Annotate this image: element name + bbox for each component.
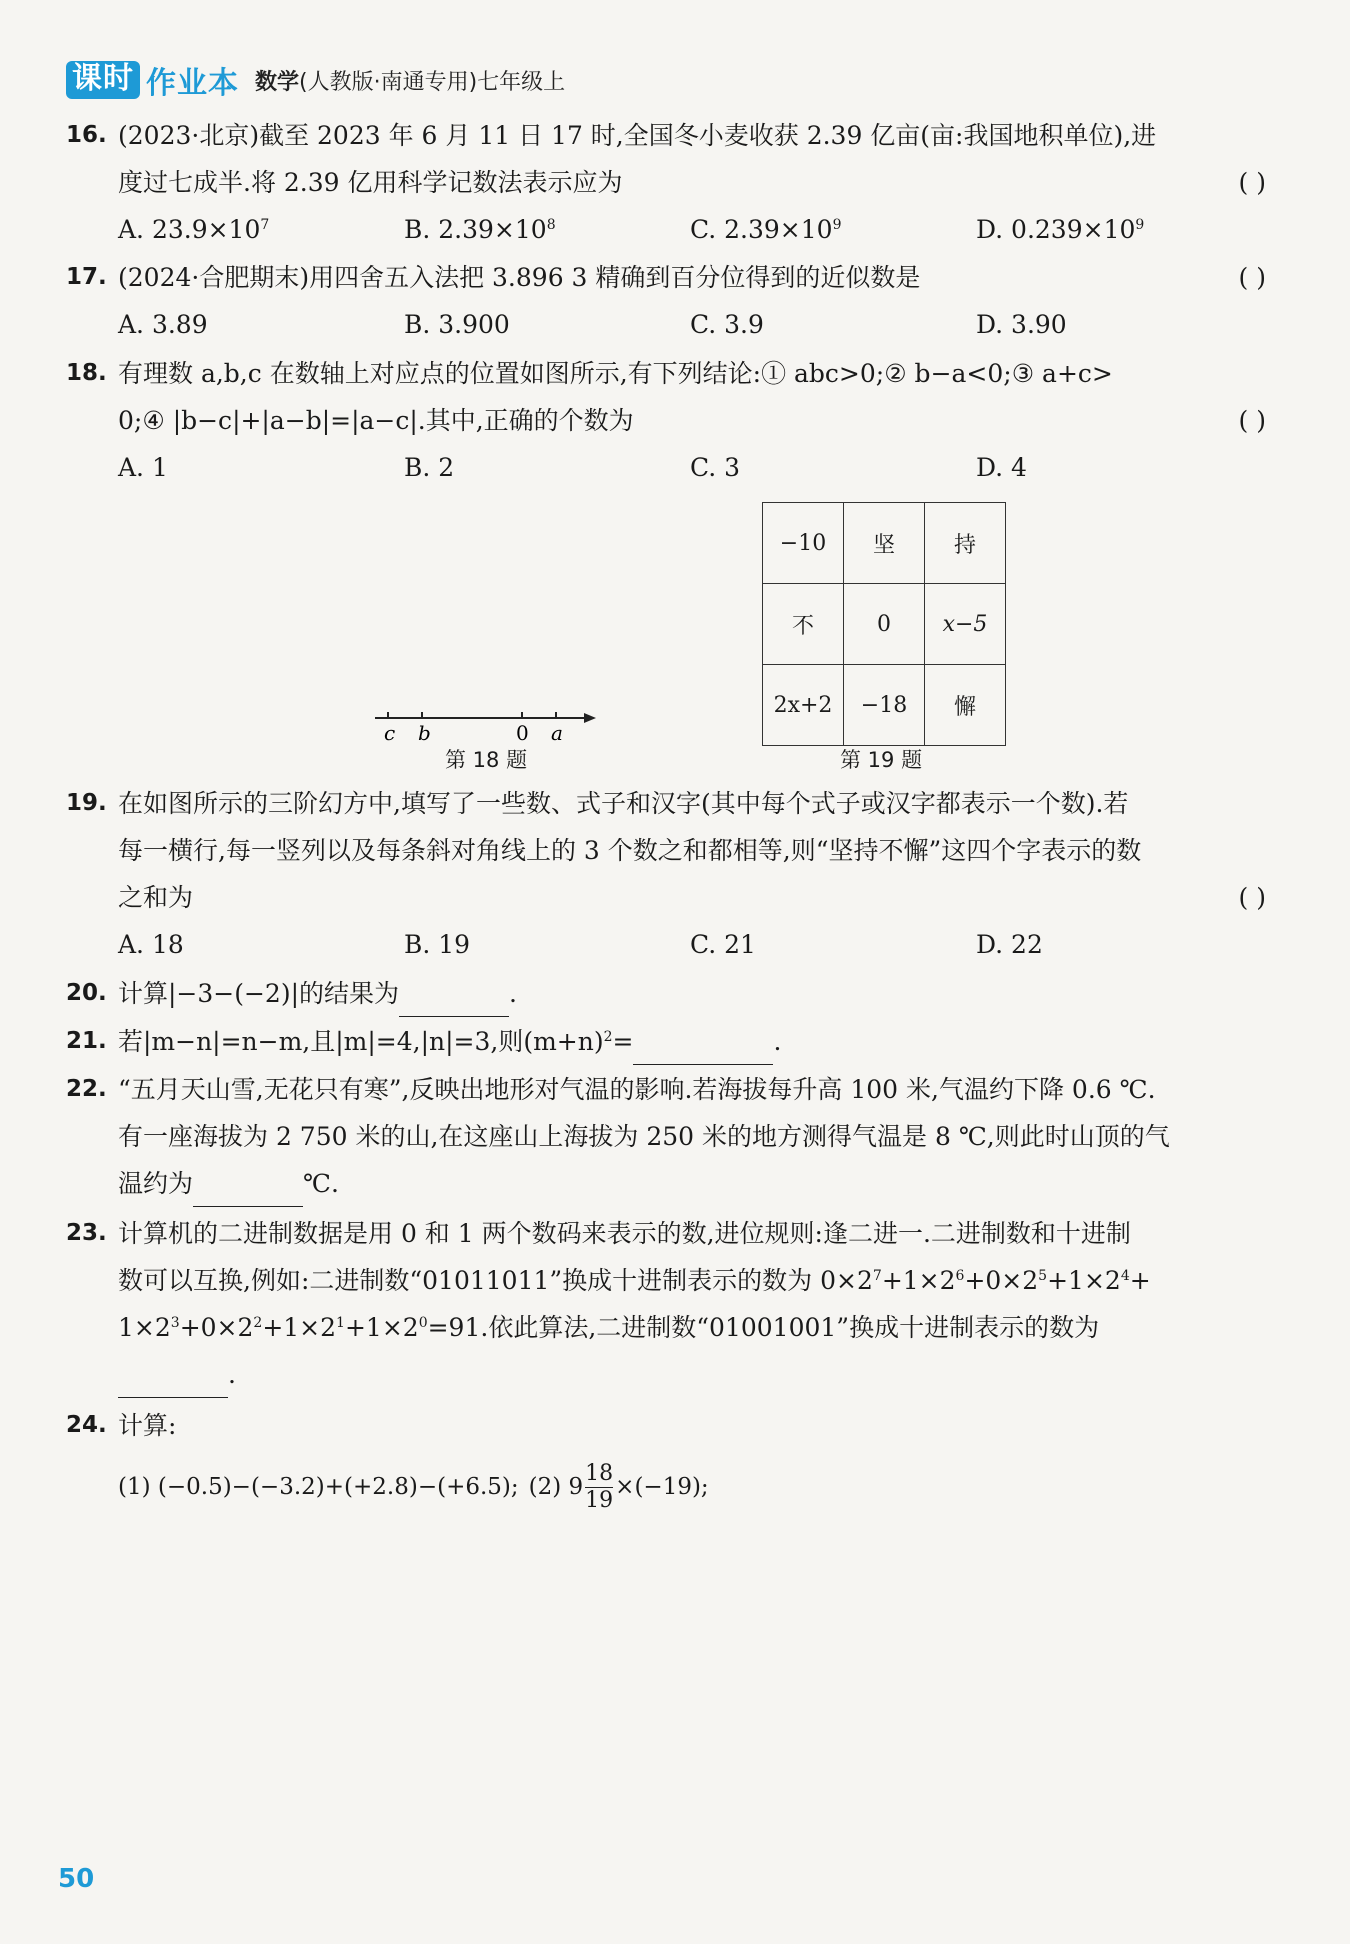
option-list [118, 206, 1266, 253]
question-text-line: 温约为 [118, 1169, 194, 1198]
figure-caption-19: 第 19 题 [840, 748, 923, 772]
answer-blank[interactable] [118, 1367, 228, 1398]
grid-cell: −18 [844, 665, 925, 746]
answer-parentheses: ( ) [1238, 883, 1266, 912]
question-17 [66, 254, 1266, 348]
option-a: A. 1 [118, 453, 168, 482]
option-list [118, 444, 1266, 491]
point-label-c: c [384, 721, 396, 745]
magic-square-grid [762, 502, 1006, 746]
option-c: C. $2.39\times 10^9$ [690, 215, 842, 244]
question-text-line: 计算机的二进制数据是用 0 和 1 两个数码来表示的数,进位规则:逢二进一.二进制数和十进制 [118, 1219, 1131, 1248]
option-list [118, 301, 1266, 348]
option-b: B. 19 [404, 930, 471, 959]
question-text-line: “五月天山雪,无花只有寒”,反映出地形对气温的影响.若海拔每升高 100 米,气温约下降 0.6 ℃. [118, 1075, 1156, 1104]
calc-part-2-prefix: (2) 9 [528, 1474, 584, 1500]
book-subtitle [255, 65, 565, 96]
question-text-line: (2023·北京)截至 2023 年 6 月 11 日 17 时,全国冬小麦收获 2.39 亿亩(亩:我国地积单位),进 [118, 121, 1157, 150]
question-18 [66, 350, 1266, 491]
subject-label: 数学 [255, 69, 300, 95]
figure-caption-18: 第 18 题 [445, 748, 528, 772]
question-number: 19. [66, 790, 107, 816]
question-number: 18. [66, 360, 107, 386]
question-23: 23. 计算机的二进制数据是用 0 和 1 两个数码来表示的数,进位规则:逢二进一.二进制数和十进制 数可以互换,例如:二进制数“01011011”换成十进制表示的数为 $0\times 2^7+1\times 2^6+0\times 2^5+1\times 2^4+$ $1\times 2^3+0\times 2^2+1\times 2^1+1\times 2^0=91$.依此算法,二进制数“01001001”换成十进制表示的数为 . [66, 1210, 1266, 1398]
question-text-line: (2024·合肥期末)用四舍五入法把 3.896 3 精确到百分位得到的近似数是 [118, 263, 921, 292]
mixed-fraction: $\frac{18}{19}$ [585, 1461, 614, 1513]
question-text-line: $1\times 2^3+0\times 2^2+1\times 2^1+1\times 2^0=91$.依此算法,二进制数“01001001”换成十进制表示的数为 [118, 1313, 1100, 1342]
calc-part-1: (1) (−0.5)−(−3.2)+(+2.8)−(+6.5); [118, 1474, 519, 1500]
calc-parts [118, 1461, 1266, 1514]
question-number: 21. [66, 1028, 107, 1054]
point-label-a: a [551, 721, 563, 745]
question-22: 22. “五月天山雪,无花只有寒”,反映出地形对气温的影响.若海拔每升高 100 米,气温约下降 0.6 ℃. 有一座海拔为 2 750 米的山,在这座山上海拔为 250 米的地方测得气温是 8 ℃,则此时山顶的气 温约为 ℃. [66, 1066, 1266, 1207]
book-logo [66, 58, 239, 102]
question-text-line: 0;④ |b−c|+|a−b|=|a−c|.其中,正确的个数为 [118, 406, 634, 435]
option-a: A. 3.89 [118, 310, 208, 339]
logo-tile: 课时 [66, 61, 140, 99]
option-c: C. 21 [690, 930, 756, 959]
grid-cell: 持 [925, 503, 1006, 584]
answer-blank[interactable] [193, 1176, 303, 1207]
option-d: D. 22 [976, 930, 1043, 959]
question-19 [66, 780, 1266, 968]
answer-parentheses: ( ) [1238, 168, 1266, 197]
point-label-b: b [418, 721, 431, 745]
option-b: B. 3.900 [404, 310, 510, 339]
option-c: C. 3.9 [690, 310, 764, 339]
page-header [66, 58, 565, 102]
question-number: 16. [66, 122, 107, 148]
answer-blank[interactable] [633, 1034, 773, 1065]
question-20: 20. 计算|−3−(−2)|的结果为 . [66, 970, 1266, 1017]
question-text-line: 在如图所示的三阶幻方中,填写了一些数、式子和汉字(其中每个式子或汉字都表示一个数).若 [118, 789, 1129, 818]
question-number: 23. [66, 1220, 107, 1246]
option-b: B. $2.39\times 10^8$ [404, 215, 556, 244]
number-line-figure [370, 700, 610, 750]
question-number: 24. [66, 1412, 107, 1438]
question-text-line: 之和为 [118, 883, 194, 912]
question-number: 22. [66, 1076, 107, 1102]
question-text-line: 有理数 a,b,c 在数轴上对应点的位置如图所示,有下列结论:① abc>0;② b−a<0;③ a+c> [118, 359, 1113, 388]
question-16 [66, 112, 1266, 253]
question-number: 17. [66, 264, 107, 290]
question-text: 若|m−n|=n−m,且|m|=4,|n|=3,则(m+n) [118, 1027, 604, 1056]
question-24 [66, 1402, 1266, 1514]
point-label-0: 0 [516, 721, 529, 745]
question-text-line: 有一座海拔为 2 750 米的山,在这座山上海拔为 250 米的地方测得气温是 8 ℃,则此时山顶的气 [118, 1122, 1170, 1151]
logo-text: 作业本 [146, 66, 239, 101]
question-text-line: 每一横行,每一竖列以及每条斜对角线上的 3 个数之和都相等,则“坚持不懈”这四个字表示的数 [118, 836, 1142, 865]
question-text-line: 数可以互换,例如:二进制数“01011011”换成十进制表示的数为 $0\times 2^7+1\times 2^6+0\times 2^5+1\times 2^4+$ [118, 1266, 1151, 1295]
option-list [118, 921, 1266, 968]
question-title: 计算: [118, 1411, 177, 1440]
option-d: D. 3.90 [976, 310, 1067, 339]
grid-cell: 懈 [925, 665, 1006, 746]
question-text: 计算|−3−(−2)|的结果为 [118, 979, 400, 1008]
grid-cell: 不 [763, 584, 844, 665]
answer-parentheses: ( ) [1238, 263, 1266, 292]
option-a: A. 18 [118, 930, 184, 959]
option-c: C. 3 [690, 453, 741, 482]
option-d: D. $0.239\times 10^9$ [976, 215, 1145, 244]
answer-parentheses: ( ) [1238, 406, 1266, 435]
grid-cell: −10 [763, 503, 844, 584]
option-a: A. $23.9\times 10^7$ [118, 215, 270, 244]
question-21: 21. 若|m−n|=n−m,且|m|=4,|n|=3,则$(m+n)^2=$ . [66, 1018, 1266, 1065]
grid-cell: 2x+2 [763, 665, 844, 746]
grid-cell: 坚 [844, 503, 925, 584]
arrow-icon [584, 713, 596, 723]
grid-cell: x−5 [925, 584, 1006, 665]
grid-cell: 0 [844, 584, 925, 665]
page-number: 50 [58, 1864, 95, 1894]
question-text-line: 度过七成半.将 2.39 亿用科学记数法表示应为 [118, 168, 623, 197]
option-b: B. 2 [404, 453, 455, 482]
option-d: D. 4 [976, 453, 1027, 482]
question-number: 20. [66, 980, 107, 1006]
edition-label: (人教版·南通专用)七年级上 [299, 69, 566, 95]
calc-part-2-suffix: ×(−19); [615, 1474, 709, 1500]
answer-blank[interactable] [399, 986, 509, 1017]
